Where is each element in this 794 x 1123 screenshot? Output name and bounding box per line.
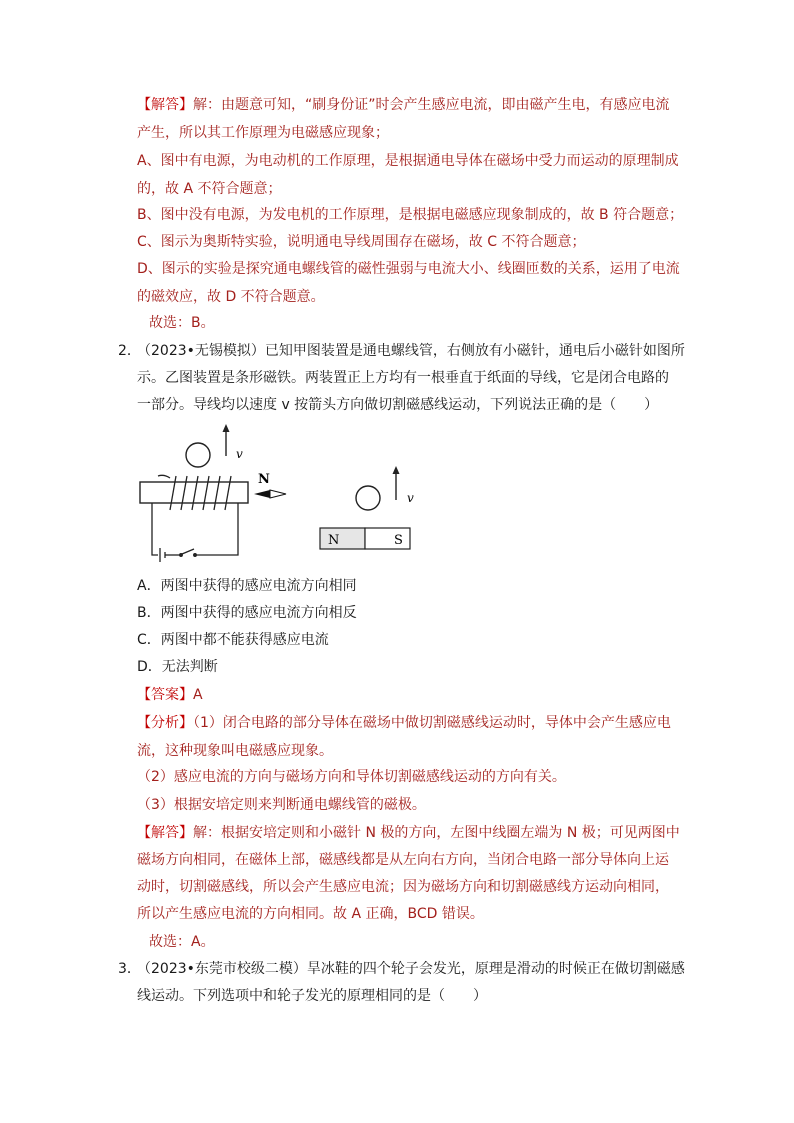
- q2-figure: [130, 418, 430, 568]
- q3-stem-line-2: 线运动。下列选项中和轮子发光的原理相同的是（ ）: [137, 988, 487, 1004]
- q2-stem-line-2: 示。乙图装置是条形磁铁。两装置正上方均有一根垂直于纸面的导线，它是闭合电路的: [137, 370, 669, 386]
- q2-analysis-line-2: 流，这种现象叫电磁感应现象。: [137, 743, 333, 759]
- q2-answer: A: [193, 687, 203, 703]
- q1-solution-tag: 【解答】: [137, 97, 193, 113]
- circuit-wire: [152, 503, 238, 562]
- q2-analysis-line-4: （3）根据安培定则来判断通电螺线管的磁极。: [137, 797, 426, 813]
- q3-number: 3．: [118, 961, 141, 977]
- q2-stem-line-3: 一部分。导线均以速度 v 按箭头方向做切割磁感线运动，下列说法正确的是（ ）: [137, 397, 659, 413]
- right-velocity-label: v: [407, 491, 414, 505]
- q2-option-d: D．无法判断: [137, 659, 218, 675]
- q1-final-answer: 故选：B。: [149, 315, 215, 331]
- q1-option-d-line-2: 的磁效应，故 D 不符合题意。: [137, 289, 325, 305]
- q2-analysis-tag: 【分析】: [137, 715, 193, 731]
- bar-magnet-n-half: [320, 528, 365, 549]
- q1-option-a-line-1: A、图中有电源，为电动机的工作原理，是根据通电导体在磁场中受力而运动的原理制成: [137, 153, 679, 169]
- q2-analysis-line-3: （2）感应电流的方向与磁场方向和导体切割磁感线运动的方向有关。: [137, 769, 566, 785]
- q2-solution-tag: 【解答】: [137, 825, 193, 841]
- q2-solution-text: 解：根据安培定则和小磁针 N 极的方向，左图中线圈左端为 N 极；可见两图中: [193, 825, 680, 841]
- q1-solution-line-2: 产生，所以其工作原理为电磁感应现象；: [137, 125, 389, 141]
- needle-north-half: [254, 490, 270, 498]
- solenoid-coil: [158, 475, 231, 510]
- q1-solution-line-1: [137, 95, 670, 115]
- q2-solution-line-4: 所以产生感应电流的方向相同。故 A 正确，BCD 错误。: [137, 906, 484, 922]
- q1-option-a-line-2: 的，故 A 不符合题意；: [137, 181, 282, 197]
- q2-stem-line-1: （2023•无锡模拟）已知甲图装置是通电螺线管，右侧放有小磁针，通电后小磁针如图所: [137, 343, 685, 359]
- q2-option-a: A．两图中获得的感应电流方向相同: [137, 578, 357, 594]
- q2-final-answer: 故选：A。: [149, 934, 215, 950]
- bar-magnet-s-label: S: [394, 533, 403, 548]
- bar-magnet-s-half: [365, 528, 410, 549]
- q2-option-b: B．两图中获得的感应电流方向相反: [137, 605, 357, 621]
- q1-option-c: C、图示为奥斯特实验，说明通电导线周围存在磁场，故 C 不符合题意；: [137, 234, 586, 250]
- needle-n-label: N: [258, 472, 270, 487]
- q2-answer-tag: 【答案】: [137, 687, 193, 703]
- q1-solution-text: 解：由题意可知，“刷身份证”时会产生感应电流，即由磁产生电，有感应电流: [193, 97, 670, 113]
- q1-option-d-line-1: D、图示的实验是探究通电螺线管的磁性强弱与电流大小、线圈匝数的关系，运用了电流: [137, 261, 680, 277]
- q1-option-b: B、图中没有电源，为发电机的工作原理，是根据电磁感应现象制成的，故 B 符合题意；: [137, 207, 684, 223]
- q2-analysis-text: （1）闭合电路的部分导体在磁场中做切割磁感线运动时，导体中会产生感应电: [193, 715, 671, 731]
- q2-solution-line-2: 磁场方向相同，在磁体上部，磁感线都是从左向右方向，当闭合电路一部分导体向上运: [137, 852, 669, 868]
- right-wire-icon: [356, 486, 380, 510]
- q2-solution-line-1: [137, 823, 680, 843]
- q2-number: 2．: [118, 343, 141, 359]
- q2-solution-line-3: 动时，切割磁感线，所以会产生感应电流；因为磁场方向和切割磁感线方运动向相同，: [137, 879, 669, 895]
- q2-analysis-line-1: [137, 713, 671, 733]
- q2-option-c: C．两图中都不能获得感应电流: [137, 632, 329, 648]
- needle-south-half: [270, 490, 286, 498]
- q2-answer-line: [137, 685, 203, 705]
- left-wire-icon: [186, 443, 210, 467]
- bar-magnet-n-label: N: [328, 533, 340, 548]
- q3-stem-line-1: （2023•东莞市校级二模）旱冰鞋的四个轮子会发光，原理是滑动的时候正在做切割磁感: [137, 961, 685, 977]
- left-velocity-label: v: [236, 447, 243, 461]
